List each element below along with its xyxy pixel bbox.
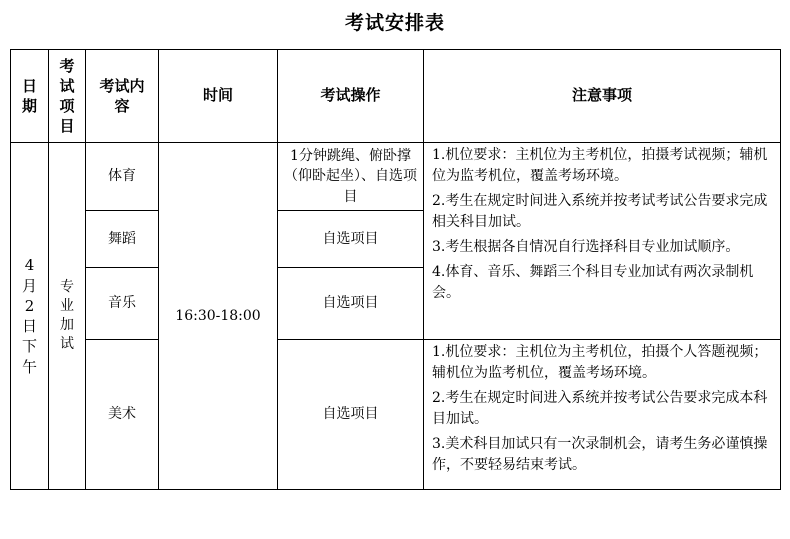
exam-schedule-table bbox=[10, 49, 781, 490]
note-item: 1.机位要求：主机位为主考机位，拍摄考试视频；辅机位为监考机位，覆盖考场环境。 bbox=[432, 147, 768, 184]
notes-cell-group2 bbox=[424, 340, 781, 490]
operation-cell-art: 自选项目 bbox=[278, 340, 424, 490]
operation-cell-music: 自选项目 bbox=[278, 268, 424, 340]
time-cell: 16:30-18:00 bbox=[159, 143, 278, 490]
note-item: 3.美术科目加试只有一次录制机会，请考生务必谨慎操作，不要轻易结束考试。 bbox=[432, 436, 768, 473]
table-row bbox=[11, 340, 781, 490]
notes-cell-group1 bbox=[424, 143, 781, 340]
note-item: 2.考生在规定时间进入系统并按考试公告要求完成本科目加试。 bbox=[432, 390, 768, 427]
header-notes: 注意事项 bbox=[424, 50, 781, 143]
content-cell-dance: 舞蹈 bbox=[86, 211, 159, 268]
table-row bbox=[11, 143, 781, 211]
header-exam-content: 考试内 容 bbox=[86, 50, 159, 143]
content-cell-pe: 体育 bbox=[86, 143, 159, 211]
exam-item-cell: 专 业 加 试 bbox=[49, 143, 86, 490]
note-item: 2.考生在规定时间进入系统并按考试考试公告要求完成相关科目加试。 bbox=[432, 193, 768, 230]
content-cell-art: 美术 bbox=[86, 340, 159, 490]
operation-cell-dance: 自选项目 bbox=[278, 211, 424, 268]
date-cell: 4 月 2 日 下 午 bbox=[11, 143, 49, 490]
note-item: 3.考生根据各自情况自行选择科目专业加试顺序。 bbox=[432, 239, 740, 255]
header-exam-item: 考 试 项 目 bbox=[49, 50, 86, 143]
page-title: 考试安排表 bbox=[344, 12, 445, 34]
note-item: 1.机位要求：主机位为主考机位，拍摄个人答题视频；辅机位为监考机位，覆盖考场环境。 bbox=[432, 344, 768, 381]
operation-cell-pe: 1分钟跳绳、俯卧撑（仰卧起坐）、自选项目 bbox=[278, 143, 424, 211]
header-exam-operation: 考试操作 bbox=[278, 50, 424, 143]
content-cell-music: 音乐 bbox=[86, 268, 159, 340]
header-row bbox=[11, 50, 781, 143]
note-item: 4.体育、音乐、舞蹈三个科目专业加试有两次录制机会。 bbox=[432, 264, 754, 301]
header-time: 时间 bbox=[159, 50, 278, 143]
header-date: 日 期 bbox=[11, 50, 49, 143]
